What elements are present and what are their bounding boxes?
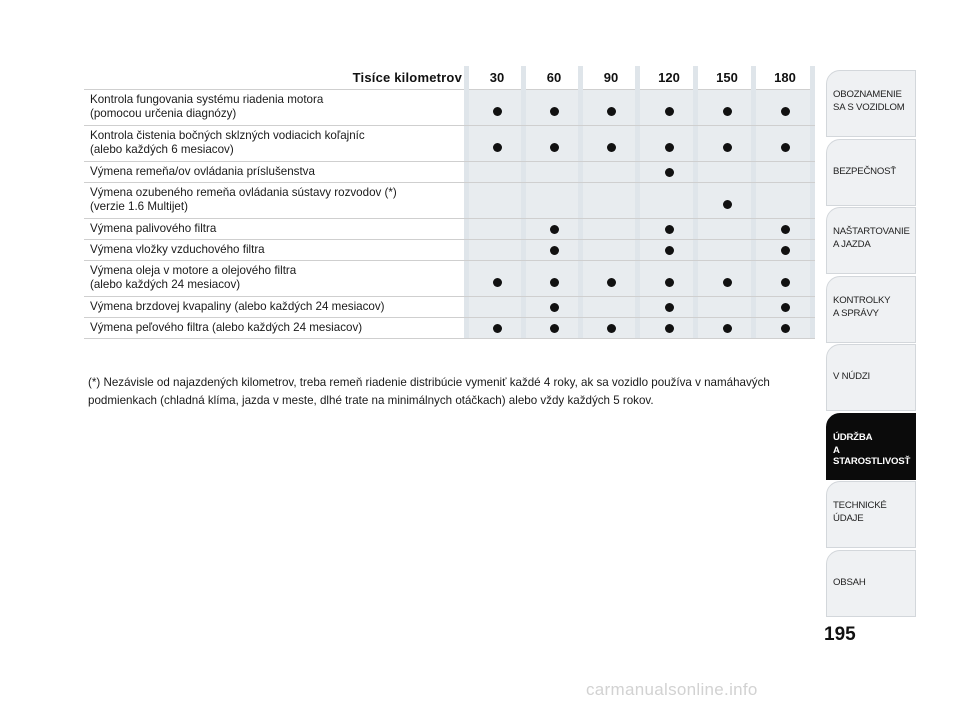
table-row bbox=[84, 162, 815, 183]
interval-dot bbox=[781, 143, 790, 152]
row-label bbox=[90, 321, 362, 335]
interval-dot bbox=[781, 324, 790, 333]
row-label-line1: Kontrola čistenia bočných sklzných vodiacich koľajníc bbox=[90, 129, 365, 142]
interval-dot bbox=[781, 278, 790, 287]
interval-dot bbox=[723, 143, 732, 152]
row-label bbox=[90, 243, 265, 257]
row-label-line1: Výmena palivového filtra bbox=[90, 222, 217, 235]
interval-dot bbox=[723, 200, 732, 209]
row-label-line2: (pomocou určenia diagnózy) bbox=[90, 107, 237, 120]
km-column-150: 150 bbox=[716, 70, 738, 85]
interval-dot bbox=[550, 278, 559, 287]
row-label-line1: Výmena ozubeného remeňa ovládania sústavy rozvodov (*) bbox=[90, 186, 397, 199]
row-label bbox=[90, 186, 397, 214]
row-label bbox=[90, 165, 315, 179]
table-row bbox=[84, 219, 815, 240]
tab-kontrolky[interactable] bbox=[826, 276, 916, 343]
interval-dot bbox=[493, 107, 502, 116]
row-label-line1: Kontrola fungovania systému riadenia motora bbox=[90, 93, 324, 106]
tab-v-núdzi[interactable] bbox=[826, 344, 916, 411]
table-header bbox=[84, 66, 815, 90]
interval-dot bbox=[493, 278, 502, 287]
tab-údržba[interactable] bbox=[826, 413, 916, 480]
row-label-line2: (verzie 1.6 Multijet) bbox=[90, 200, 188, 213]
row-label bbox=[90, 129, 365, 157]
table-row bbox=[84, 240, 815, 261]
interval-dot bbox=[550, 143, 559, 152]
tab-label-line1: OBSAH bbox=[833, 576, 866, 588]
interval-dot bbox=[665, 143, 674, 152]
row-label-line1: Výmena brzdovej kvapaliny (alebo každých 24 mesiacov) bbox=[90, 300, 385, 313]
interval-dot bbox=[493, 143, 502, 152]
interval-dot bbox=[607, 324, 616, 333]
interval-dot bbox=[665, 225, 674, 234]
tab-label-line1: NAŠTARTOVANIE bbox=[833, 226, 910, 237]
row-label bbox=[90, 264, 296, 292]
table-row bbox=[84, 261, 815, 297]
interval-dot bbox=[550, 225, 559, 234]
interval-dot bbox=[550, 303, 559, 312]
row-label-line2: (alebo každých 6 mesiacov) bbox=[90, 143, 234, 156]
interval-dot bbox=[665, 107, 674, 116]
km-column-180: 180 bbox=[774, 70, 796, 85]
row-label-line1: Výmena remeňa/ov ovládania príslušenstva bbox=[90, 165, 315, 178]
interval-dot bbox=[607, 278, 616, 287]
interval-dot bbox=[665, 246, 674, 255]
interval-dot bbox=[550, 324, 559, 333]
row-label-line1: Výmena peľového filtra (alebo každých 24 mesiacov) bbox=[90, 321, 363, 334]
row-label-line1: Výmena vložky vzduchového filtra bbox=[90, 243, 265, 256]
page-number: 195 bbox=[824, 624, 856, 645]
interval-dot bbox=[550, 246, 559, 255]
tab-label-line2: ÚDAJE bbox=[833, 513, 864, 524]
tab-label-line1: OBOZNAMENIE bbox=[833, 89, 902, 100]
interval-dot bbox=[723, 324, 732, 333]
header-title: Tisíce kilometrov bbox=[352, 70, 462, 85]
footnote: (*) Nezávisle od najazdených kilometrov, treba remeň riadenie distribúcie vymeniť každé 4 roky, ak sa vozidlo používa v namáhavých podmienkach (chladná klíma, jazda v meste, dlhé trate na minimálnych otáčkach) alebo vždy každých 5 rokov. bbox=[88, 376, 770, 407]
km-column-120: 120 bbox=[658, 70, 680, 85]
table-row bbox=[84, 297, 815, 318]
row-label bbox=[90, 300, 385, 314]
tab-oboznamenie[interactable] bbox=[826, 70, 916, 137]
row-label-line1: Výmena oleja v motore a olejového filtra bbox=[90, 264, 297, 277]
row-label bbox=[90, 93, 323, 121]
maintenance-table bbox=[84, 66, 815, 339]
table-body bbox=[84, 90, 815, 339]
tab-naštartovanie[interactable] bbox=[826, 207, 916, 274]
tab-label-line1: V NÚDZI bbox=[833, 371, 870, 382]
interval-dot bbox=[723, 278, 732, 287]
tab-label-line2: A STAROSTLIVOSŤ bbox=[833, 444, 911, 467]
row-label bbox=[90, 222, 216, 236]
km-column-60: 60 bbox=[546, 70, 562, 85]
tab-label-line1: KONTROLKY bbox=[833, 294, 891, 306]
table-row bbox=[84, 90, 815, 126]
table-row bbox=[84, 318, 815, 339]
tab-label-line2: A SPRÁVY bbox=[833, 307, 879, 319]
interval-dot bbox=[550, 107, 559, 116]
interval-dot bbox=[665, 324, 674, 333]
tab-label-line1: TECHNICKÉ bbox=[833, 500, 887, 511]
interval-dot bbox=[781, 225, 790, 234]
tab-label-line1: ÚDRŽBA bbox=[833, 431, 873, 443]
interval-dot bbox=[665, 303, 674, 312]
interval-dot bbox=[665, 168, 674, 177]
interval-dot bbox=[781, 107, 790, 116]
km-column-30: 30 bbox=[489, 70, 505, 85]
interval-dot bbox=[781, 246, 790, 255]
km-column-90: 90 bbox=[603, 70, 619, 85]
tab-label-line2: SA S VOZIDLOM bbox=[833, 102, 905, 113]
interval-dot bbox=[493, 324, 502, 333]
tab-bezpečnosť[interactable] bbox=[826, 139, 916, 206]
interval-dot bbox=[781, 303, 790, 312]
tab-obsah[interactable] bbox=[826, 550, 916, 617]
interval-dot bbox=[607, 107, 616, 116]
tab-label-line2: A JAZDA bbox=[833, 239, 871, 250]
watermark: carmanualsonline.info bbox=[586, 680, 758, 699]
interval-dot bbox=[723, 107, 732, 116]
tab-label-line1: BEZPEČNOSŤ bbox=[833, 165, 897, 177]
tab-technické[interactable] bbox=[826, 481, 916, 548]
table-row bbox=[84, 183, 815, 219]
interval-dot bbox=[607, 143, 616, 152]
interval-dot bbox=[665, 278, 674, 287]
row-label-line2: (alebo každých 24 mesiacov) bbox=[90, 278, 241, 291]
table-row bbox=[84, 126, 815, 162]
